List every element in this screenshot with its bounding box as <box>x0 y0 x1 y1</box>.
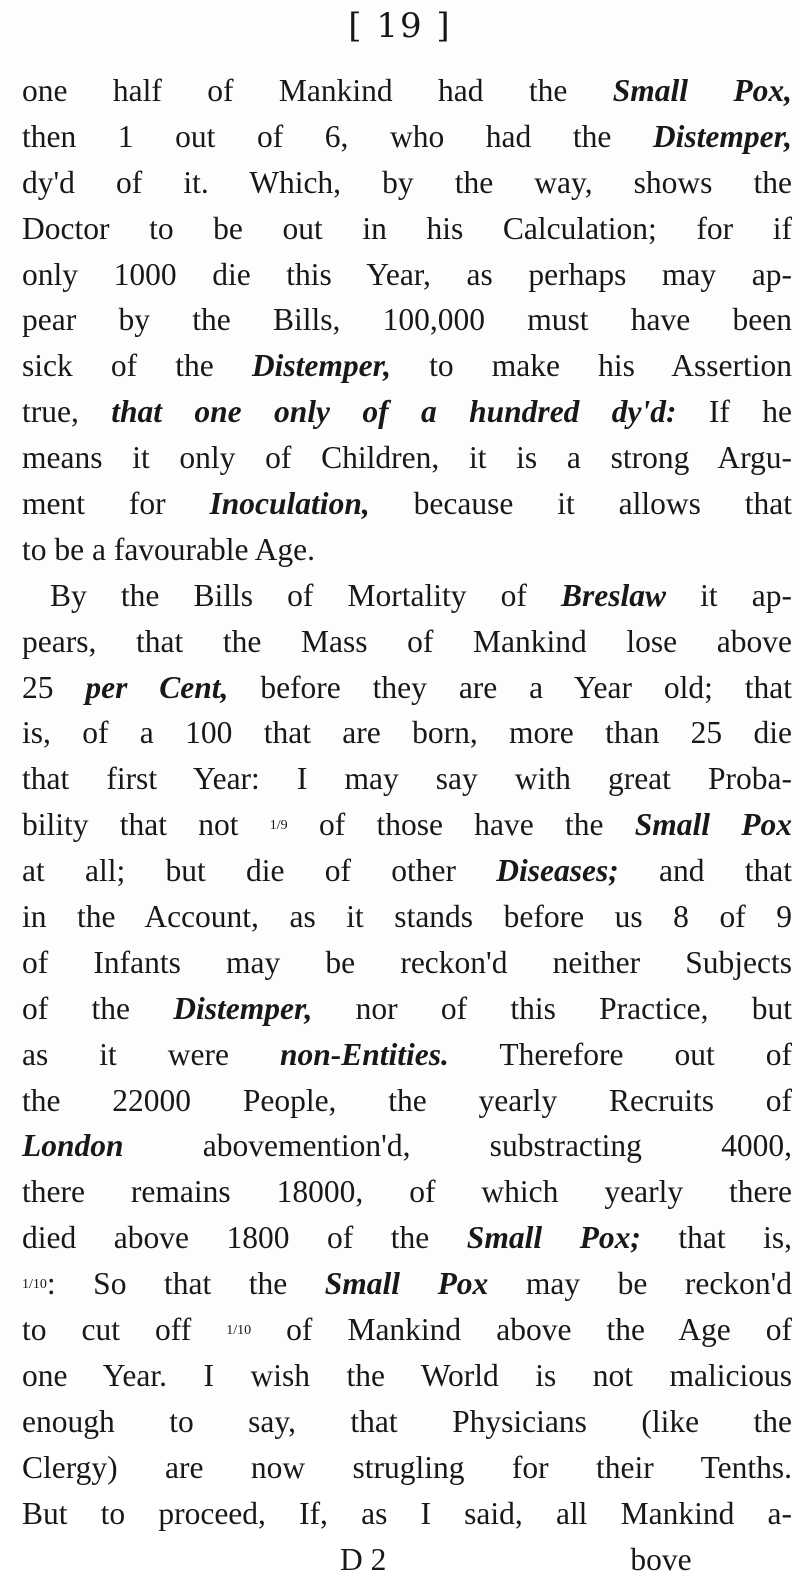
text-run: it ap- <box>666 578 792 613</box>
text-run: is, of a 100 that are born, more than 25 die <box>22 715 792 750</box>
text-run: Doctor to be out in his Calculation; for if <box>22 211 792 246</box>
italic-text: Distemper, <box>252 348 391 383</box>
text-line <box>22 710 792 756</box>
text-line <box>22 848 792 894</box>
text-line <box>22 206 792 252</box>
text-line <box>22 1032 792 1078</box>
text-run: may be reckon'd <box>488 1266 792 1301</box>
text-line <box>22 986 792 1032</box>
text-run: that first Year: I may say with great Proba- <box>22 761 792 796</box>
italic-text: Diseases; <box>496 853 618 888</box>
fraction: 1/10 <box>22 1277 47 1292</box>
text-run: died above 1800 of the <box>22 1220 467 1255</box>
fraction: 1/10 <box>226 1323 251 1338</box>
text-run: at all; but die of other <box>22 853 496 888</box>
text-line <box>22 802 792 848</box>
text-line <box>22 114 792 160</box>
italic-text: Breslaw <box>561 578 666 613</box>
page-footer <box>22 1537 792 1582</box>
text-line <box>22 1491 792 1537</box>
italic-text: that one only of a hundred dy'd: <box>111 394 676 429</box>
italic-text: per Cent, <box>85 670 228 705</box>
text-run: of those have the <box>288 807 635 842</box>
text-line <box>22 389 792 435</box>
italic-text: Small Pox, <box>613 73 792 108</box>
text-line <box>22 940 792 986</box>
text-run: to be a favourable Age. <box>22 532 315 567</box>
text-run: to make his Assertion <box>391 348 792 383</box>
text-line <box>22 573 792 619</box>
text-line <box>22 1307 792 1353</box>
text-line <box>22 435 792 481</box>
italic-text: Distemper, <box>173 991 312 1026</box>
text-line <box>22 665 792 711</box>
text-line <box>22 343 792 389</box>
text-line <box>22 1078 792 1124</box>
text-run: true, <box>22 394 111 429</box>
text-run: there remains 18000, of which yearly there <box>22 1174 792 1209</box>
text-line <box>22 1215 792 1261</box>
body-text <box>22 68 792 1582</box>
text-run: because it allows that <box>370 486 792 521</box>
italic-text: Distemper, <box>653 119 792 154</box>
text-run: the 22000 People, the yearly Recruits of <box>22 1083 792 1118</box>
text-run: to cut off <box>22 1312 226 1347</box>
text-line <box>22 481 792 527</box>
text-run: enough to say, that Physicians (like the <box>22 1404 792 1439</box>
text-run: 25 <box>22 670 85 705</box>
text-run: ment for <box>22 486 210 521</box>
text-run: before they are a Year old; that <box>228 670 792 705</box>
page-number: [ 19 ] <box>0 6 800 46</box>
text-run: that is, <box>641 1220 792 1255</box>
text-line <box>22 68 792 114</box>
catchword: bove <box>630 1537 691 1582</box>
text-line <box>22 160 792 206</box>
text-line <box>22 1123 792 1169</box>
italic-text: Small Pox <box>325 1266 489 1301</box>
text-run: of Mankind above the Age of <box>251 1312 792 1347</box>
text-run: and that <box>619 853 792 888</box>
text-run: of the <box>22 991 173 1026</box>
text-run: : So that the <box>47 1266 325 1301</box>
text-run: in the Account, as it stands before us 8 of 9 <box>22 899 792 934</box>
text-run: means it only of Children, it is a strong Argu- <box>22 440 792 475</box>
italic-text: Small Pox <box>635 807 792 842</box>
text-run: Clergy) are now strugling for their Tenths. <box>22 1450 792 1485</box>
text-line <box>22 1445 792 1491</box>
text-run: pear by the Bills, 100,000 must have been <box>22 302 792 337</box>
text-line <box>22 1399 792 1445</box>
text-line <box>22 756 792 802</box>
text-run: as it were <box>22 1037 280 1072</box>
text-run: one half of Mankind had the <box>22 73 613 108</box>
signature-mark: D 2 <box>340 1537 386 1582</box>
text-run: of Infants may be reckon'd neither Subjects <box>22 945 792 980</box>
text-run: pears, that the Mass of Mankind lose above <box>22 624 792 659</box>
text-run: one Year. I wish the World is not malicious <box>22 1358 792 1393</box>
text-line <box>22 1353 792 1399</box>
fraction: 1/9 <box>270 818 288 833</box>
text-run: sick of the <box>22 348 252 383</box>
italic-text: Small Pox; <box>467 1220 641 1255</box>
text-line <box>22 894 792 940</box>
italic-text: London <box>22 1128 124 1163</box>
text-run: By the Bills of Mortality of <box>50 578 561 613</box>
text-line <box>22 297 792 343</box>
text-line <box>22 1169 792 1215</box>
text-line <box>22 527 792 573</box>
italic-text: non-Entities. <box>280 1037 449 1072</box>
text-run: But to proceed, If, as I said, all Mankind a- <box>22 1496 792 1531</box>
text-run: then 1 out of 6, who had the <box>22 119 653 154</box>
text-run: Therefore out of <box>449 1037 792 1072</box>
text-run: dy'd of it. Which, by the way, shows the <box>22 165 792 200</box>
text-run: only 1000 die this Year, as perhaps may ap- <box>22 257 792 292</box>
italic-text: Inoculation, <box>210 486 370 521</box>
text-run: nor of this Practice, but <box>312 991 792 1026</box>
text-run: If he <box>677 394 792 429</box>
text-run: abovemention'd, substracting 4000, <box>124 1128 792 1163</box>
text-run: bility that not <box>22 807 270 842</box>
text-line <box>22 619 792 665</box>
text-line <box>22 252 792 298</box>
text-line <box>22 1261 792 1307</box>
